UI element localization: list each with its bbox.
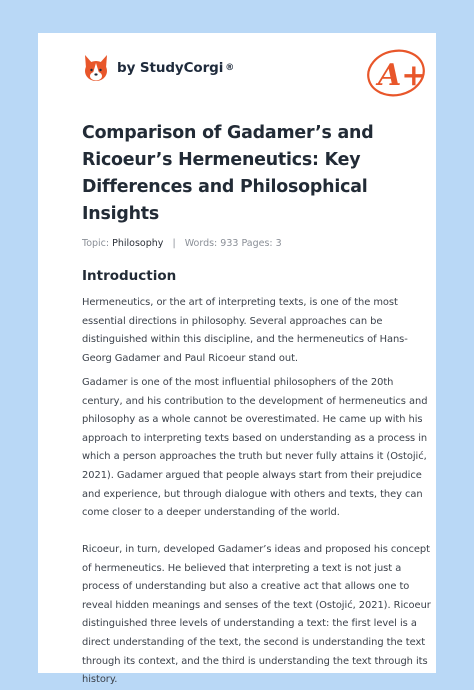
registered-mark: ® [225, 63, 235, 73]
grade-label: A+ [378, 58, 427, 93]
essay-page [38, 33, 436, 686]
studycorgi-logo[interactable] [82, 53, 234, 83]
essay-title: Comparison of Gadamer’s and Ricoeur’s Hermeneutics: Key Differences and Philosophical Insights [82, 123, 374, 224]
paragraph-2: Gadamer is one of the most influential philosophers of the 20th century, and his contribution to the development of hermeneutics and philosophy as a whole cannot be overestimated. He came up with his approach to interpreting texts based on understanding as a process in which a person approaches the truth but never fully attains it (Ostojić, 2021). Gadamer argued that people always start from their prejudice and experience, but through dialogue with others and texts, they can come closer to a deeper understanding of the world. [82, 377, 428, 519]
meta-separator: | [172, 238, 176, 249]
brand-name: by StudyCorgi [117, 60, 224, 76]
essay-meta [82, 238, 282, 249]
topic-label: Topic: [82, 238, 110, 249]
paragraph-1: Hermeneutics, or the art of interpreting texts, is one of the most essential directions in philosophy. Several approaches can be distinguished within this discipline, and the hermeneutics of Hans-Georg Gadamer and Paul Ricoeur stand out. [82, 297, 408, 364]
word-count: Words: 933 [184, 238, 239, 249]
topic-link[interactable]: Philosophy [112, 238, 164, 249]
a-plus-badge-icon [363, 43, 433, 101]
section-heading: Introduction [82, 268, 177, 284]
paragraph-3: Ricoeur, in turn, developed Gadamer’s ideas and proposed his concept of hermeneutics. He believed that interpreting a text is not just a process of understanding but also a creative act that allows one to reveal hidden meanings and senses of the text (Ostojić, 2021). Ricoeur distinguished three levels of understanding a text: the first level is a direct understanding of the text, the second is understanding the text through its context, and the third is understanding the text through its history. [82, 544, 431, 686]
page-count: Pages: 3 [241, 238, 282, 249]
corgi-logo-icon [82, 53, 110, 83]
